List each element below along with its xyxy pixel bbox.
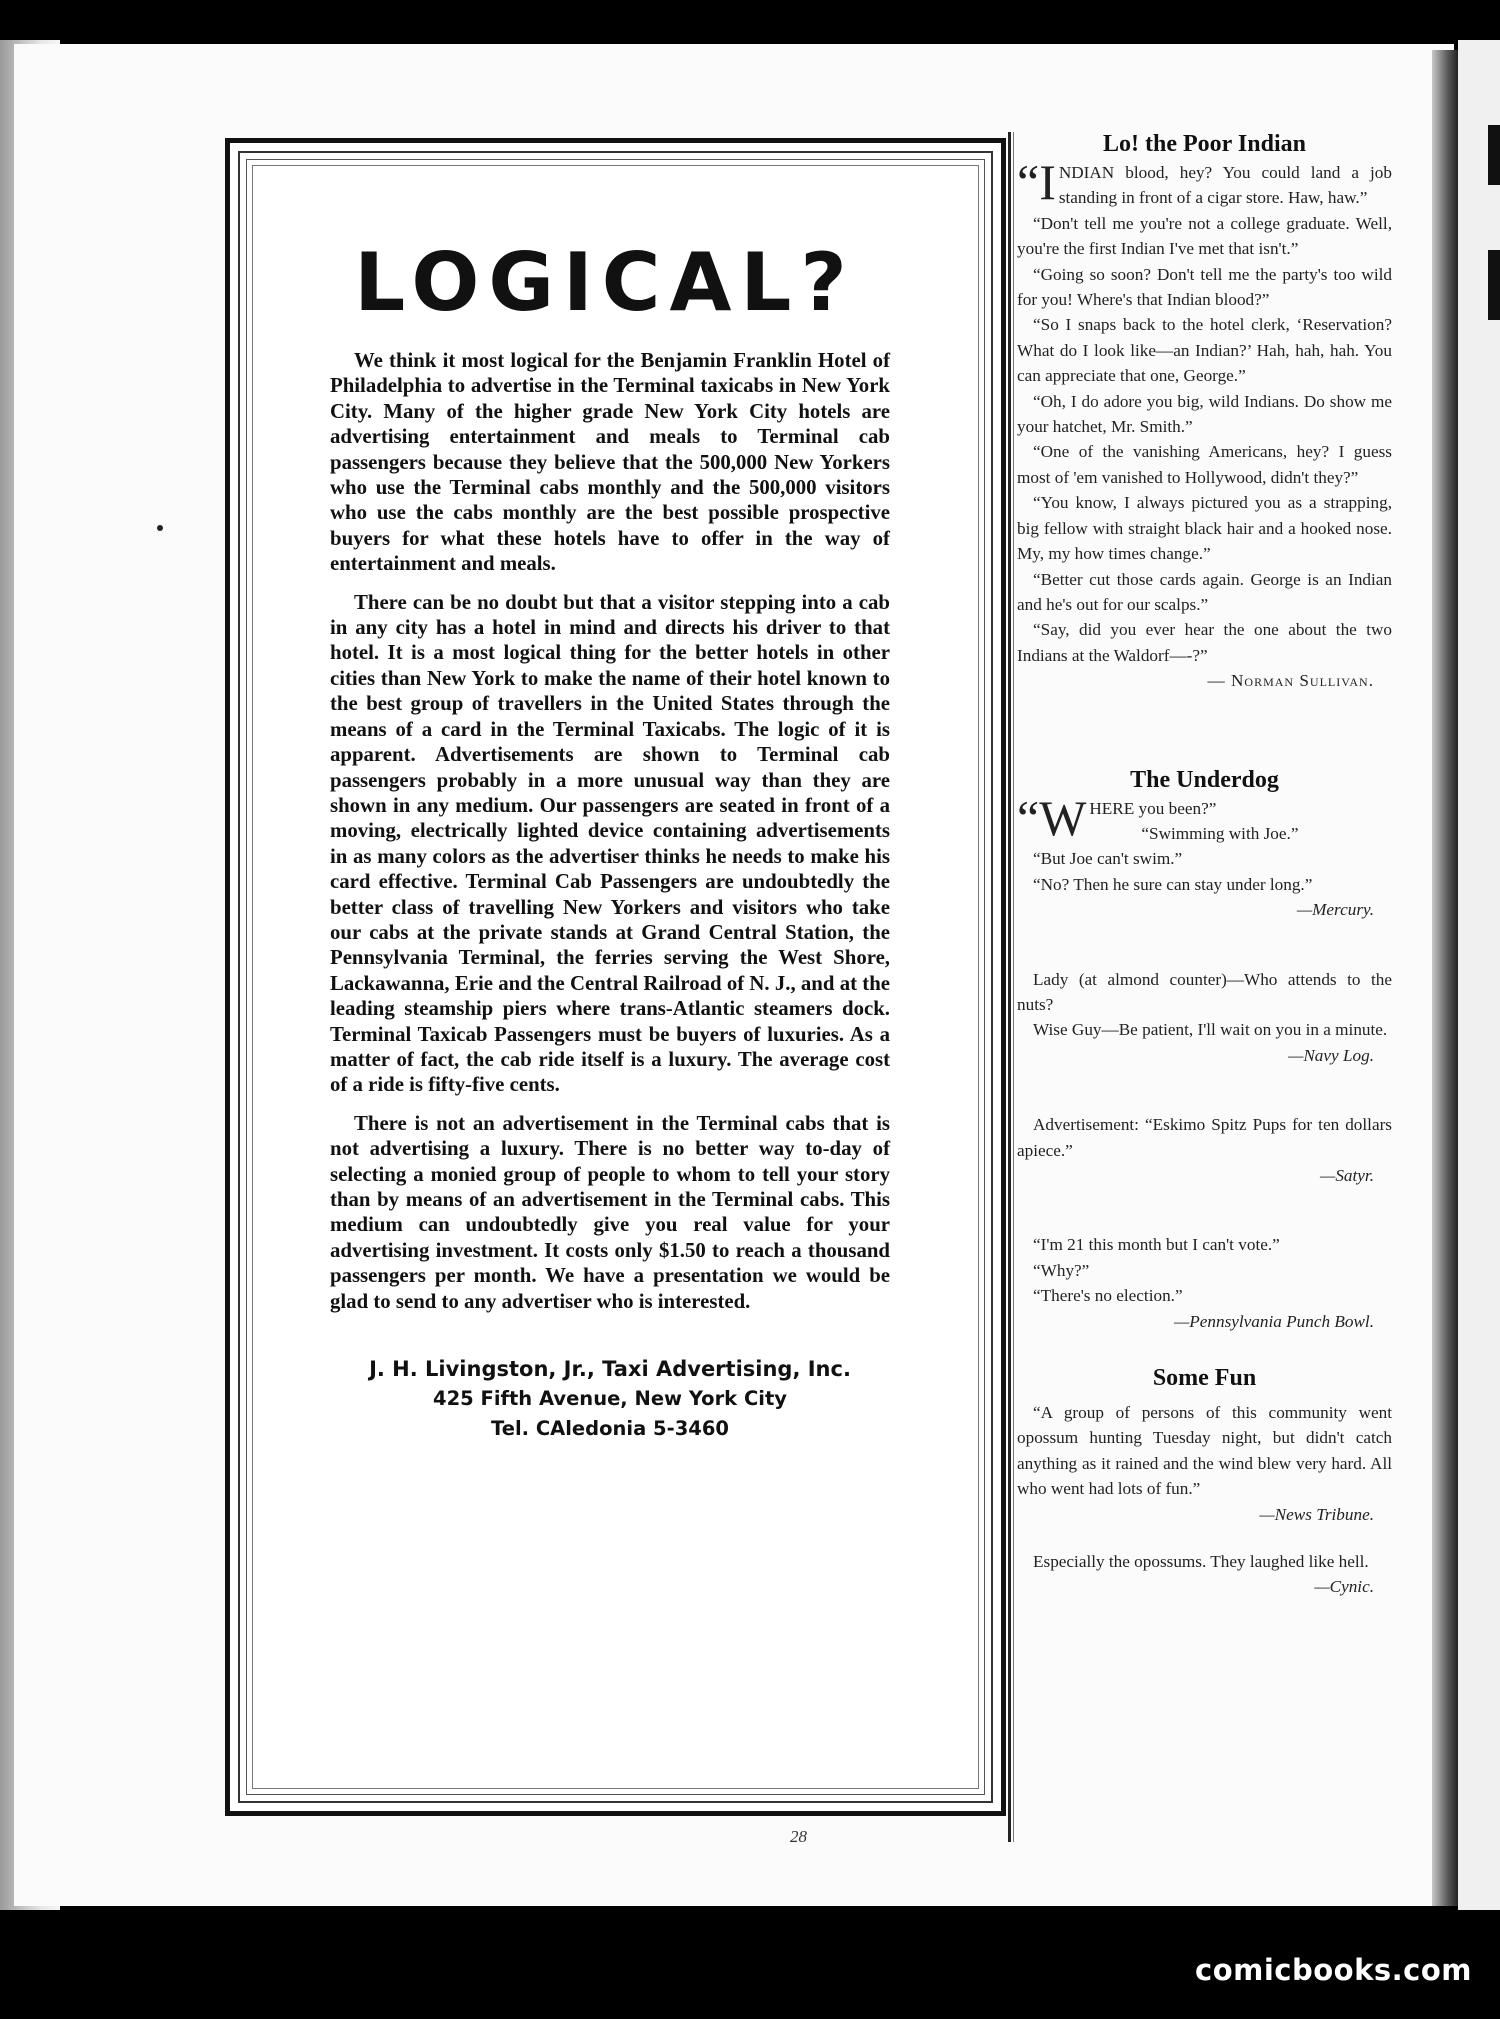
drop-cap: “I — [1017, 154, 1056, 210]
ad-headline: LOGICAL? — [354, 236, 856, 329]
drop-cap: “W — [1017, 789, 1087, 846]
underdog-first-line: HERE you been?” — [1089, 798, 1217, 818]
ad-content — [330, 238, 890, 1444]
spacer — [1017, 1527, 1392, 1549]
indian-opening — [1017, 154, 1392, 211]
indian-first-line: NDIAN blood, hey? You could land a job standing in front of a cigar store. Haw, haw.” — [1058, 163, 1392, 208]
vote-line: “I'm 21 this month but I can't vote.” — [1033, 1235, 1280, 1255]
fun-punchline: Especially the opossums. They laughed like hell. — [1033, 1552, 1369, 1572]
spacer — [1017, 1334, 1392, 1362]
advertisement-box — [225, 138, 1006, 1816]
adjacent-page-edge — [1458, 40, 1500, 1920]
eskimo-source: —Satyr. — [1320, 1166, 1374, 1185]
indian-paragraph: “Oh, I do adore you big, wild Indians. Do show me your hatchet, Mr. Smith.” — [1017, 391, 1392, 437]
adjacent-page-mark — [1488, 125, 1500, 185]
vote-line: “Why?” — [1033, 1260, 1090, 1280]
nuts-line: Lady (at almond counter)—Who attends to the nuts? — [1017, 969, 1392, 1014]
fun-punchline-source: —Cynic. — [1314, 1577, 1374, 1597]
vote-line: “There's no election.” — [1033, 1286, 1183, 1306]
humor-column — [1017, 128, 1392, 1600]
indian-paragraph: “Better cut those cards again. George is an Indian and he's out for our scalps.” — [1017, 569, 1392, 614]
fun-source: —News Tribune. — [1259, 1504, 1374, 1524]
indian-paragraph: “You know, I always pictured you as a strapping, big fellow with straight black hair and a hooked nose. My, my how times change.” — [1017, 493, 1392, 564]
column-divider-thin — [1013, 132, 1014, 1842]
column-divider — [1008, 132, 1011, 1842]
vote-source: —Pennsylvania Punch Bowl. — [1173, 1311, 1374, 1331]
indian-author: — Norman Sullivan. — [1207, 671, 1374, 691]
underdog-source: —Mercury. — [1296, 900, 1374, 920]
underdog-paragraph: “No? Then he sure can stay under long.” — [1033, 874, 1313, 894]
spacer — [1017, 923, 1392, 967]
ad-paragraph: There can be no doubt but that a visitor stepping into a cab in any city has a hotel in mind and directs his driver to that hotel. It is a most logical thing for the better hotels in other cities than New York to make the name of their hotel known to the best group of travellers in the United States through the means of a card in the Terminal Taxicabs. The logic of it is apparent. Advertisements are shown to Terminal cab passengers probably in a more unusual way than they are shown in any medium. Our passengers are seated in front of a moving, electrically lighted device containing advertisements in as many colors as the advertiser thinks he needs to make his card effective. Terminal Cab Passengers are undoubtedly the better class of travelling New Yorkers and visitors who take our cabs at the private stands at Grand Central Station, the Pennsylvania Terminal, the ferries serving the West Shore, Lackawanna, Erie and the Central Railroad of N. J., and at the leading steamship piers where trans-Atlantic steamers dock. Terminal Taxicab Passengers must be buyers of luxuries. As a matter of fact, the cab ride itself is a luxury. The average cost of a ride is fifty-five cents. — [330, 590, 890, 1097]
advertiser-phone: Tel. CAledonia 5-3460 — [491, 1417, 729, 1441]
spacer — [1017, 694, 1392, 764]
indian-paragraph: “Going so soon? Don't tell me the party's too wild for you! Where's that Indian blood?” — [1017, 264, 1392, 310]
adjacent-page-mark — [1488, 250, 1500, 320]
spacer — [1017, 1188, 1392, 1232]
section-title-underdog: The Underdog — [1130, 766, 1279, 793]
underdog-paragraph: “But Joe can't swim.” — [1033, 849, 1183, 869]
spacer — [1017, 1068, 1392, 1112]
watermark: comicbooks.com — [1195, 1953, 1472, 1987]
underdog-second-line: “Swimming with Joe.” — [1141, 823, 1299, 843]
nuts-source: —Navy Log. — [1288, 1045, 1374, 1065]
page-number: 28 — [790, 1827, 807, 1846]
underdog-opening — [1017, 789, 1392, 847]
eskimo-text: Advertisement: “Eskimo Spitz Pups for ten dollars apiece.” — [1017, 1115, 1392, 1160]
indian-paragraph: “So I snaps back to the hotel clerk, ‘Reservation? What do I look like—an Indian?’ Hah, hah, hah. You can appreciate that one, George.” — [1017, 315, 1392, 386]
indian-paragraph: “Don't tell me you're not a college graduate. Well, you're the first Indian I've met that isn't.” — [1017, 213, 1392, 259]
advertiser-address: 425 Fifth Avenue, New York City — [433, 1387, 787, 1411]
section-title-indian: Lo! the Poor Indian — [1103, 131, 1306, 157]
ad-advertiser-block — [330, 1354, 890, 1444]
ad-paragraph: We think it most logical for the Benjamin Franklin Hotel of Philadelphia to advertise in the Terminal taxicabs in New York City. Many of the higher grade New York City hotels are advertising entertainment and meals to Terminal cab passengers because they believe that the 500,000 New Yorkers who use the Terminal cabs monthly and the 500,000 visitors who use the cabs monthly are the best possible prospective buyers for what these hotels have to offer in the way of entertainment and meals. — [330, 349, 890, 576]
page-edge-right — [1432, 50, 1458, 1906]
scan-speck — [157, 525, 163, 531]
nuts-line: Wise Guy—Be patient, I'll wait on you in a minute. — [1033, 1020, 1388, 1040]
indian-paragraph: “Say, did you ever hear the one about the two Indians at the Waldorf—-?” — [1017, 620, 1392, 665]
advertiser-name: J. H. Livingston, Jr., Taxi Advertising, Inc. — [369, 1357, 851, 1382]
ad-paragraph: There is not an advertisement in the Terminal cabs that is not advertising a luxury. There is no better way to-day of selecting a monied group of people to whom to tell your story than by means of an advertisement in the Terminal cabs. This medium can undoubtedly give you real value for your advertising investment. It costs only $1.50 to reach a thousand passengers per month. We have a presentation we would be glad to send to any advertiser who is interested. — [330, 1111, 890, 1313]
indian-paragraph: “One of the vanishing Americans, hey? I guess most of 'em vanished to Hollywood, didn't they?” — [1017, 442, 1392, 487]
fun-text: “A group of persons of this community went opossum hunting Tuesday night, but didn't catch anything as it rained and the wind blew very hard. All who went had lots of fun.” — [1017, 1403, 1392, 1499]
section-title-fun: Some Fun — [1152, 1365, 1257, 1392]
